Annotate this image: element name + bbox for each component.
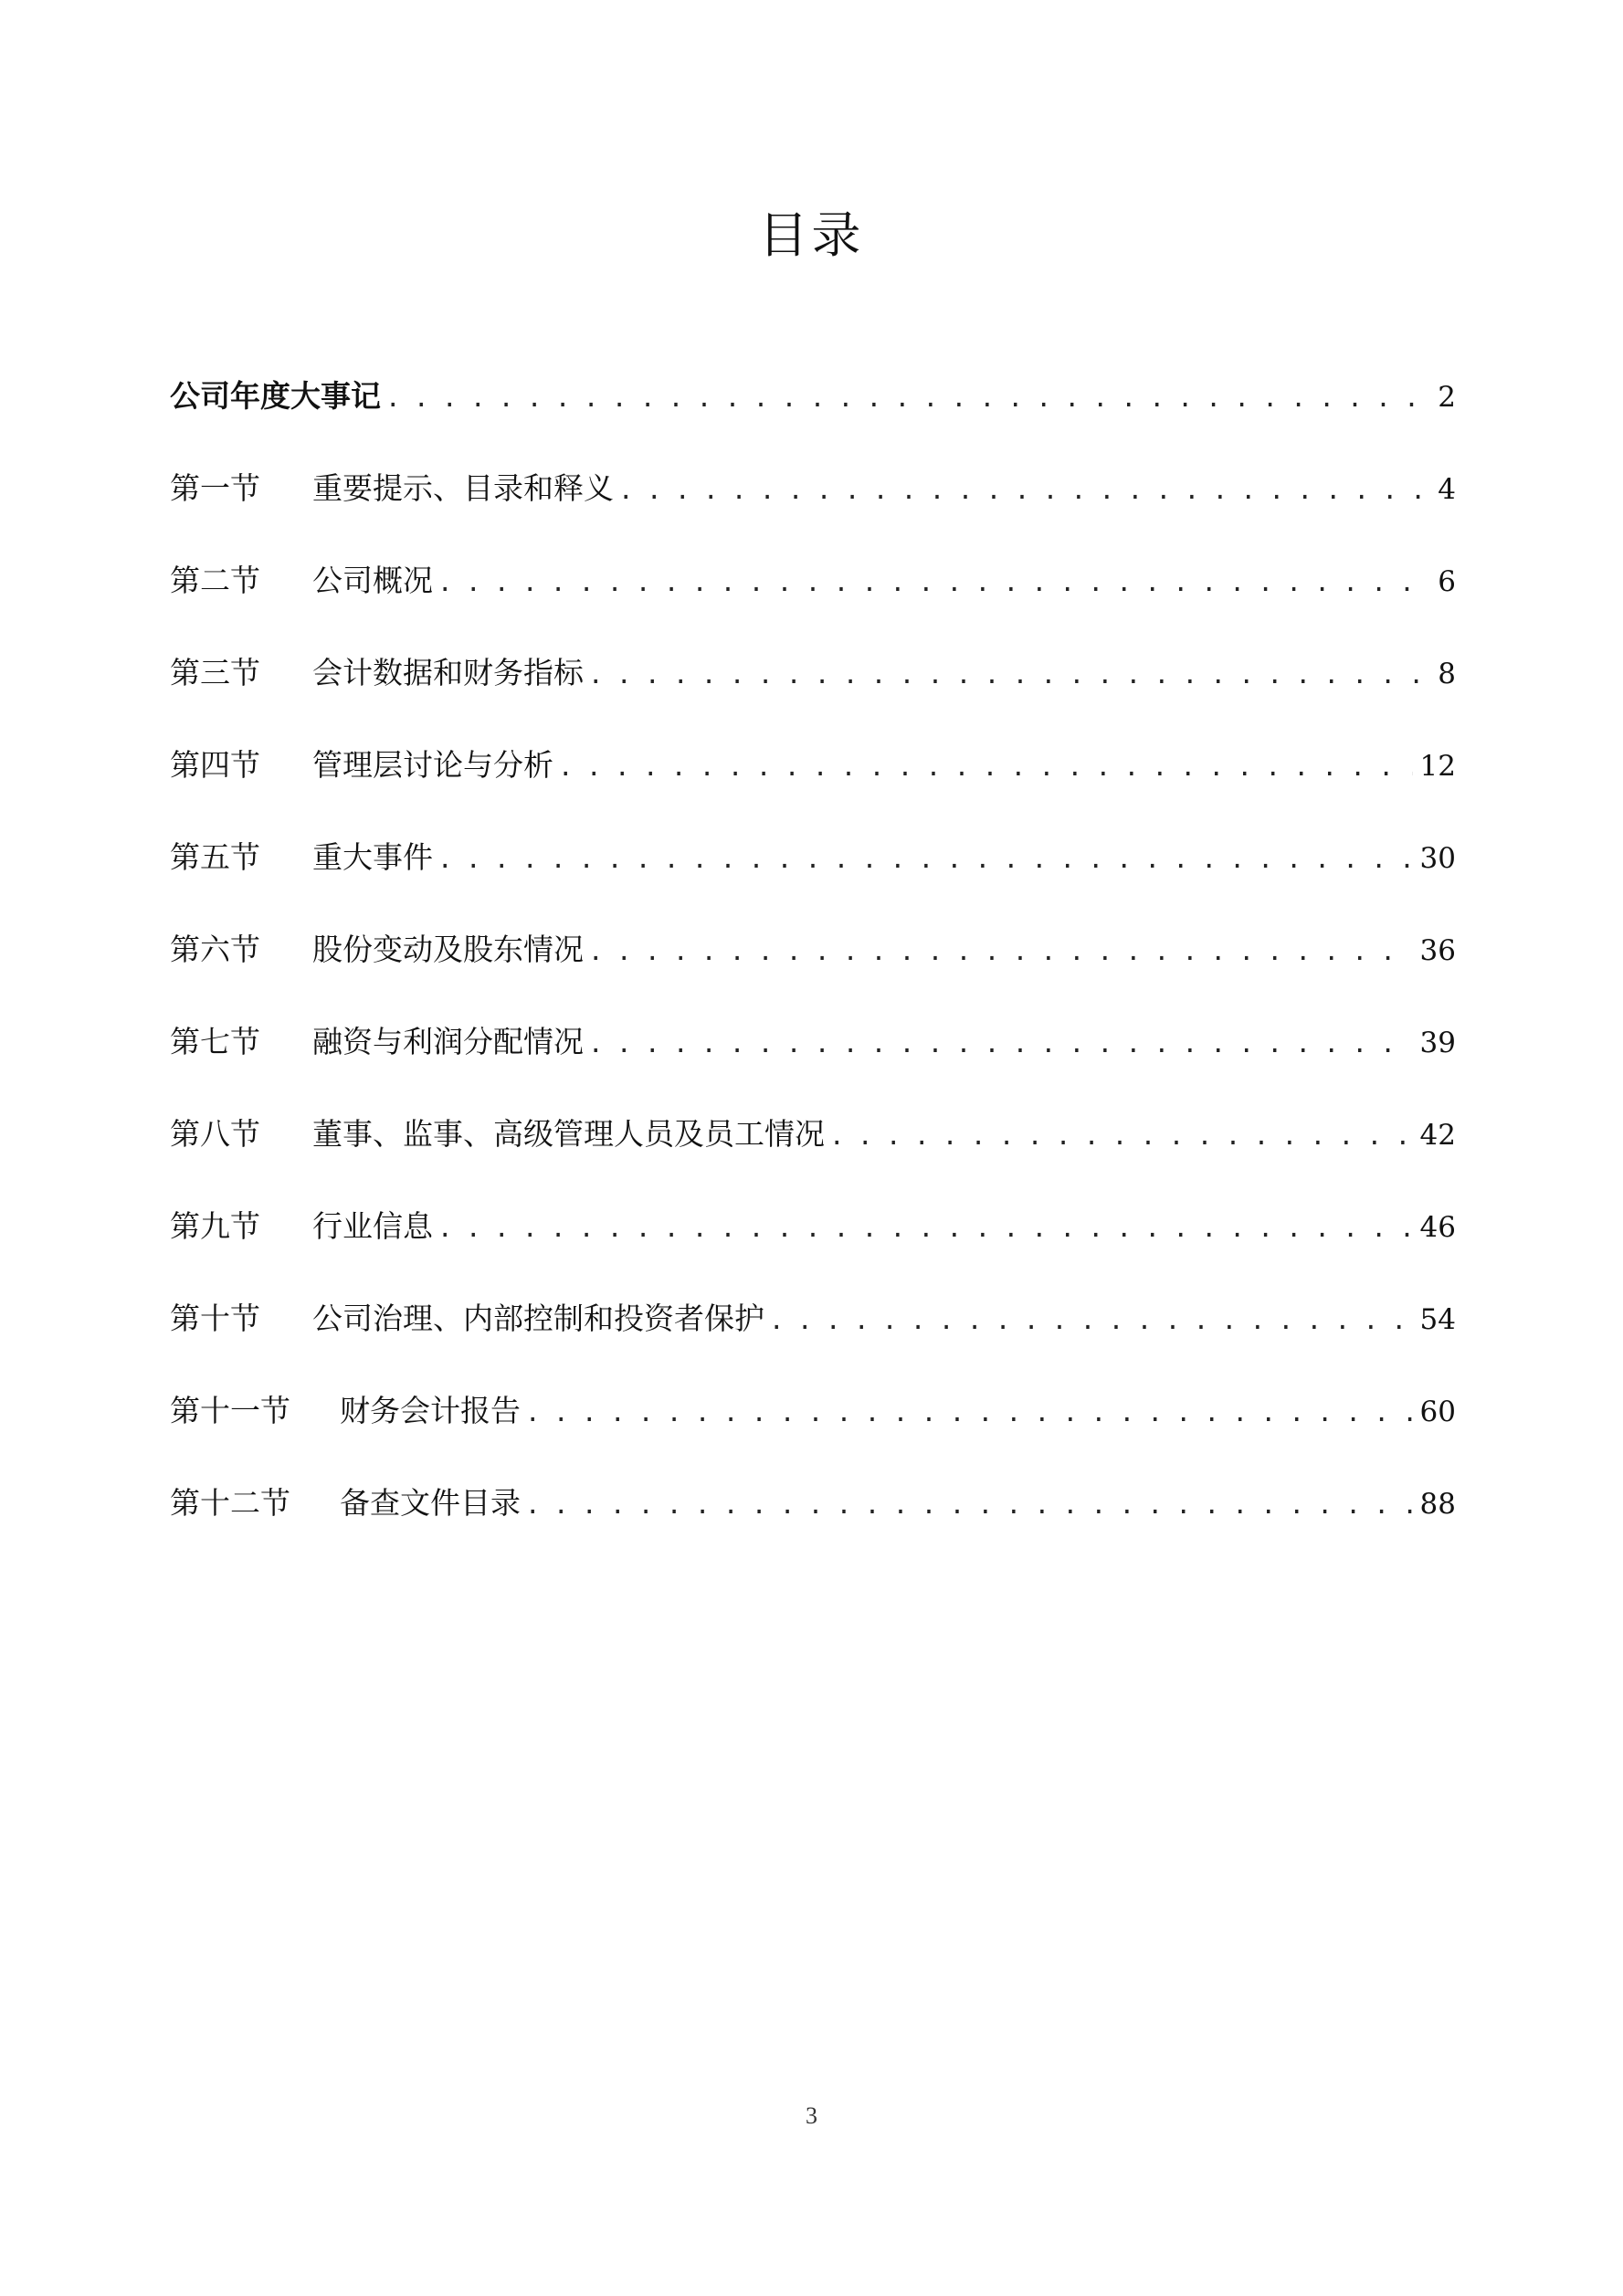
toc-dot-leader (440, 830, 1413, 885)
toc-entry-section-1[interactable] (170, 461, 1456, 553)
page-title: 目录 (758, 206, 865, 264)
toc-dot-leader (591, 1015, 1413, 1069)
toc-section-number: 第十二节 (170, 1485, 290, 1521)
toc-entry-page: 36 (1419, 934, 1456, 967)
toc-section-number: 第四节 (170, 747, 260, 783)
toc-entry-label: 融资与利润分配情况 (312, 1024, 584, 1059)
toc-dot-leader (832, 1107, 1413, 1162)
toc-entry-section-5[interactable] (170, 830, 1456, 922)
toc-entry-section-10[interactable] (170, 1291, 1456, 1384)
toc-entry-section-6[interactable] (170, 922, 1456, 1015)
toc-entry-page: 8 (1438, 658, 1456, 690)
toc-entry-label: 重要提示、目录和释义 (312, 470, 614, 506)
toc-entry-section-2[interactable] (170, 553, 1456, 646)
toc-entry-section-3[interactable] (170, 646, 1456, 738)
toc-section-number: 第七节 (170, 1024, 260, 1059)
page-number: 3 (806, 2102, 817, 2129)
toc-entry-page: 4 (1438, 473, 1456, 506)
toc-entry-label: 董事、监事、高级管理人员及员工情况 (312, 1116, 825, 1152)
table-of-contents (170, 369, 1456, 1568)
toc-entry-label: 备查文件目录 (340, 1485, 521, 1521)
toc-entry-page: 42 (1419, 1119, 1456, 1152)
toc-section-number: 第六节 (170, 932, 260, 967)
toc-entry-section-4[interactable] (170, 738, 1456, 830)
toc-entry-label: 会计数据和财务指标 (312, 655, 584, 690)
toc-entry-section-7[interactable] (170, 1015, 1456, 1107)
toc-entry-page: 39 (1419, 1027, 1456, 1059)
toc-dot-leader (388, 369, 1430, 424)
toc-entry-label: 管理层讨论与分析 (312, 747, 553, 783)
toc-dot-leader (440, 553, 1430, 608)
toc-section-number: 第八节 (170, 1116, 260, 1152)
toc-dot-leader (591, 922, 1413, 977)
toc-section-number: 第二节 (170, 563, 260, 598)
toc-section-number: 第五节 (170, 839, 260, 875)
toc-entry-label: 公司治理、内部控制和投资者保护 (312, 1301, 764, 1336)
toc-entry-page: 60 (1419, 1396, 1456, 1428)
toc-entry-label: 财务会计报告 (340, 1393, 521, 1428)
toc-entry-page: 2 (1438, 381, 1456, 414)
toc-entry-label: 公司年度大事记 (170, 378, 381, 414)
toc-entry-label: 重大事件 (312, 839, 433, 875)
toc-dot-leader (772, 1291, 1413, 1346)
toc-dot-leader (528, 1384, 1413, 1438)
toc-section-number: 第一节 (170, 470, 260, 506)
toc-section-number: 第十节 (170, 1301, 260, 1336)
toc-dot-leader (591, 646, 1430, 700)
toc-entry-section-8[interactable] (170, 1107, 1456, 1199)
toc-entry-label: 股份变动及股东情况 (312, 932, 584, 967)
toc-entry-page: 88 (1419, 1488, 1456, 1521)
toc-dot-leader (440, 1199, 1413, 1254)
toc-section-number: 第三节 (170, 655, 260, 690)
toc-dot-leader (621, 461, 1430, 516)
toc-entry-page: 30 (1419, 842, 1456, 875)
toc-entry-annual-events[interactable] (170, 369, 1456, 461)
toc-entry-page: 12 (1419, 750, 1456, 783)
toc-entry-page: 54 (1419, 1303, 1456, 1336)
toc-entry-label: 公司概况 (312, 563, 433, 598)
toc-dot-leader (528, 1476, 1413, 1531)
toc-entry-section-11[interactable] (170, 1384, 1456, 1476)
toc-entry-section-12[interactable] (170, 1476, 1456, 1568)
toc-entry-page: 46 (1419, 1211, 1456, 1244)
toc-entry-section-9[interactable] (170, 1199, 1456, 1291)
toc-section-number: 第九节 (170, 1208, 260, 1244)
toc-entry-label: 行业信息 (312, 1208, 433, 1244)
toc-dot-leader (561, 738, 1413, 793)
toc-entry-page: 6 (1438, 565, 1456, 598)
toc-section-number: 第十一节 (170, 1393, 290, 1428)
